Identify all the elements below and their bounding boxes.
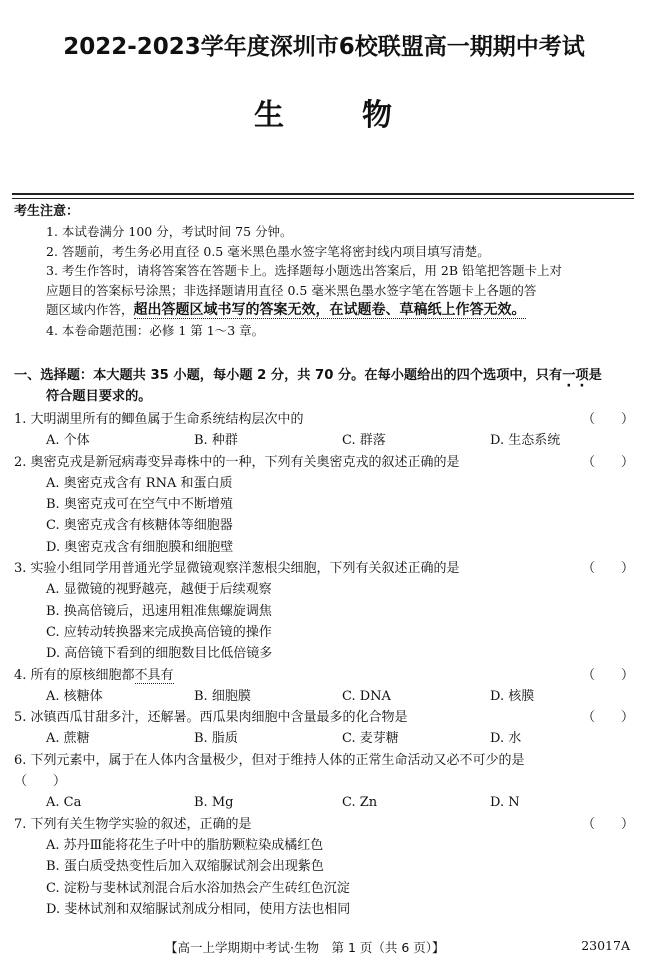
question-stem: 1. 大明湖里所有的鲫鱼属于生命系统结构层次中的 [14,412,304,427]
answer-bracket: （ ） [581,667,634,683]
question-stem-emphasis: 不具有 [134,667,174,683]
answer-bracket: （ ） [581,710,634,726]
option-a: A. Ca [46,795,82,811]
notice-item-3-cont: 应题目的答案标号涂黑；非选择题请用直径 0.5 毫米黑色墨水签字笔在答题卡上各题的答 [46,282,537,298]
option-b: B. 换高倍镜后，迅速用粗准焦螺旋调焦 [46,603,272,619]
question-list [14,409,638,920]
divider-thick [12,193,634,195]
option-d: D. 水 [490,731,522,747]
option-b: B. Mg [194,795,234,811]
footer-exam-code: 23017A [581,938,630,953]
emphasis-char-2: 项 [575,368,589,383]
footer-page-info: 【高一上学期期中考试·生物 第 1 页（共 6 页）】 [165,940,445,955]
option-c: C. 麦芽糖 [342,731,399,747]
answer-bracket: （ ） [581,412,634,427]
option-d: D. N [490,795,520,811]
options-row [14,686,638,707]
option-a: A. 奥密克戎含有 RNA 和蛋白质 [46,475,233,491]
question-stem: 5. 冰镇西瓜甘甜多汁，还解暑。西瓜果肉细胞中含量最多的化合物是 [14,710,408,726]
notice-item-3: 3. 考生作答时，请将答案答在答题卡上。选择题每小题选出答案后，用 2B 铅笔把答题卡上对 [46,263,562,278]
option-c: C. 应转动转换器来完成换高倍镜的操作 [46,624,272,640]
section-heading-tail: 是 [588,368,602,383]
question-1 [14,409,638,430]
notice-item-4: 4. 本卷命题范围：必修 1 第 1～3 章。 [46,322,265,338]
candidate-notice [14,202,634,340]
subject-char-1: 生 [254,98,286,133]
option-d: D. 生态系统 [490,433,561,449]
option-b: B. 蛋白质受热变性后加入双缩脲试剂会出现紫色 [46,859,324,875]
question-4 [14,665,638,686]
option-a: A. 蔗糖 [46,731,90,747]
section-heading-line-1 [14,365,638,386]
question-2 [14,452,638,473]
question-5 [14,707,638,728]
option-b: B. 奥密克戎可在空气中不断增殖 [46,497,233,513]
subject-title [0,90,648,134]
option-a: A. 苏丹Ⅲ能将花生子叶中的脂肪颗粒染成橘红色 [46,837,324,853]
options-row [14,792,638,813]
options-row [14,430,638,451]
option-b: B. 细胞膜 [194,688,251,704]
notice-heading: 考生注意： [14,204,80,219]
question-6 [14,750,638,771]
exam-title: 2022-2023学年度深圳市6校联盟高一期期中考试 [63,34,585,60]
question-stem: 4. 所有的原核细胞都 [14,667,135,683]
option-d: D. 高倍镜下看到的细胞数目比低倍镜多 [46,646,273,662]
option-b: B. 脂质 [194,731,238,747]
option-a: A. 核糖体 [46,688,103,704]
notice-item-3-end-text: 题区域内作答， [46,302,134,317]
option-d: D. 奥密克戎含有细胞膜和细胞壁 [46,539,234,555]
question-3 [14,558,638,579]
question-stem: 3. 实验小组同学用普通光学显微镜观察洋葱根尖细胞，下列有关叙述正确的是 [14,561,460,577]
option-c: C. 淀粉与斐林试剂混合后水浴加热会产生砖红色沉淀 [46,880,350,896]
option-a: A. 个体 [46,433,90,449]
option-c: C. 奥密克戎含有核糖体等细胞器 [46,518,233,534]
answer-bracket: （ ） [581,561,634,577]
subject-char-2: 物 [362,98,394,133]
divider-thin [12,198,634,199]
question-7 [14,814,638,835]
question-stem: 6. 下列元素中，属于在人体内含量极少，但对于维持人体的正常生命活动又必不可少的是 [14,752,525,768]
section-heading [14,365,638,407]
option-d: D. 斐林试剂和双缩脲试剂成分相同，使用方法也相同 [46,901,351,917]
question-stem: 2. 奥密克戎是新冠病毒变异毒株中的一种，下列有关奥密克戎的叙述正确的是 [14,454,460,470]
option-a: A. 显微镜的视野越亮，越便于后续观察 [46,582,272,598]
notice-item-1: 1. 本试卷满分 100 分，考试时间 75 分钟。 [46,224,293,239]
question-stem: 7. 下列有关生物学实验的叙述，正确的是 [14,816,252,832]
option-c: C. Zn [342,795,378,811]
notice-item-3-end [14,300,634,321]
option-c: C. DNA [342,688,391,704]
emphasis-char-1: 一 [562,368,576,383]
options-row [14,728,638,749]
answer-bracket: （ ） [14,774,67,790]
option-c: C. 群落 [342,433,386,449]
notice-item-2: 2. 答题前，考生务必用直径 0.5 毫米黑色墨水签字笔将密封线内项目填写清楚。 [46,243,490,259]
section-heading-line-2: 符合题目要求的。 [46,389,152,404]
answer-bracket: （ ） [581,454,634,470]
section-heading-text: 一、选择题：本大题共 35 小题，每小题 2 分，共 70 分。在每小题给出的四个选项中，只有 [14,368,563,383]
option-b: B. 种群 [194,433,238,449]
answer-bracket-row [14,771,638,792]
option-d: D. 核膜 [490,688,535,704]
answer-bracket: （ ） [581,816,634,832]
notice-emphasis: 超出答题区域书写的答案无效，在试题卷、草稿纸上作答无效。 [133,302,526,318]
